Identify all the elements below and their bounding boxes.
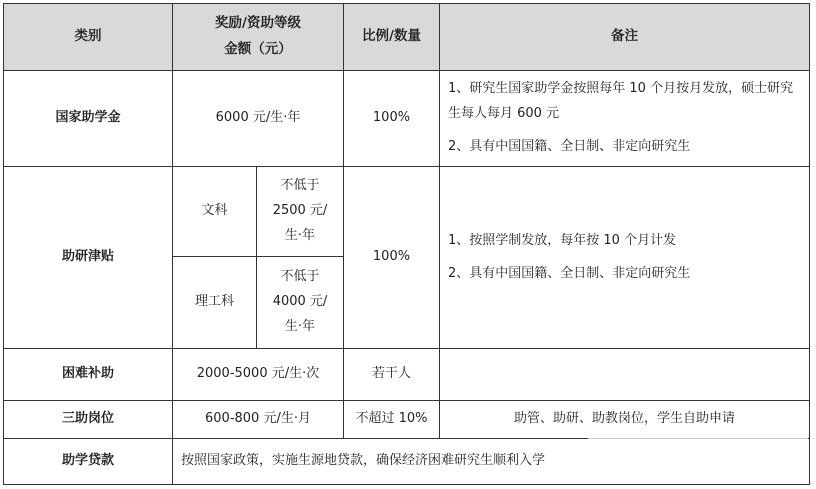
three-aid-category: 三助岗位 bbox=[4, 401, 173, 439]
research-science-amount: 不低于 4000 元/生·年 bbox=[257, 257, 344, 349]
national-category: 国家助学金 bbox=[4, 71, 173, 167]
research-note-1: 1、按照学制发放，每年按 10 个月计发 bbox=[448, 232, 677, 248]
national-amount: 6000 元/生·年 bbox=[173, 71, 344, 167]
three-aid-amount: 600-800 元/生·月 bbox=[173, 401, 344, 439]
scholarship-table bbox=[3, 3, 810, 485]
header-ratio: 比例/数量 bbox=[344, 4, 440, 71]
header-row bbox=[4, 4, 810, 71]
national-note-1: 1、研究生国家助学金按照每年 10 个月按月发放，硕士研究生每人每月 600 元 bbox=[448, 81, 794, 122]
research-liberal-amount: 不低于 2500 元/生·年 bbox=[257, 167, 344, 257]
hardship-notes bbox=[440, 349, 810, 401]
hardship-ratio: 若干人 bbox=[344, 349, 440, 401]
header-amount bbox=[173, 4, 344, 71]
research-liberal-label: 文科 bbox=[173, 167, 257, 257]
header-amount-line2: 金额（元） bbox=[224, 41, 292, 57]
header-amount-line1: 奖励/资助等级 bbox=[215, 15, 301, 32]
research-note-2: 2、具有中国国籍、全日制、非定向研究生 bbox=[448, 265, 691, 281]
header-notes: 备注 bbox=[440, 4, 810, 71]
three-aid-notes: 助管、助研、助教岗位，学生自助申请 bbox=[440, 401, 810, 439]
loan-category: 助学贷款 bbox=[4, 439, 173, 485]
row-research-allowance-liberal bbox=[4, 167, 810, 257]
row-national-grant bbox=[4, 71, 810, 167]
three-aid-ratio: 不超过 10% bbox=[344, 401, 440, 439]
research-science-label: 理工科 bbox=[173, 257, 257, 349]
research-category: 助研津贴 bbox=[4, 167, 173, 349]
row-hardship-subsidy bbox=[4, 349, 810, 401]
header-category: 类别 bbox=[4, 4, 173, 71]
loan-text: 按照国家政策，实施生源地贷款，确保经济困难研究生顺利入学 bbox=[173, 439, 810, 485]
national-notes bbox=[440, 71, 810, 167]
watermark-overlay bbox=[588, 432, 808, 484]
hardship-category: 困难补助 bbox=[4, 349, 173, 401]
national-note-2: 2、具有中国国籍、全日制、非定向研究生 bbox=[448, 138, 691, 154]
national-ratio: 100% bbox=[344, 71, 440, 167]
research-ratio: 100% bbox=[344, 167, 440, 349]
hardship-amount: 2000-5000 元/生·次 bbox=[173, 349, 344, 401]
research-notes bbox=[440, 167, 810, 349]
